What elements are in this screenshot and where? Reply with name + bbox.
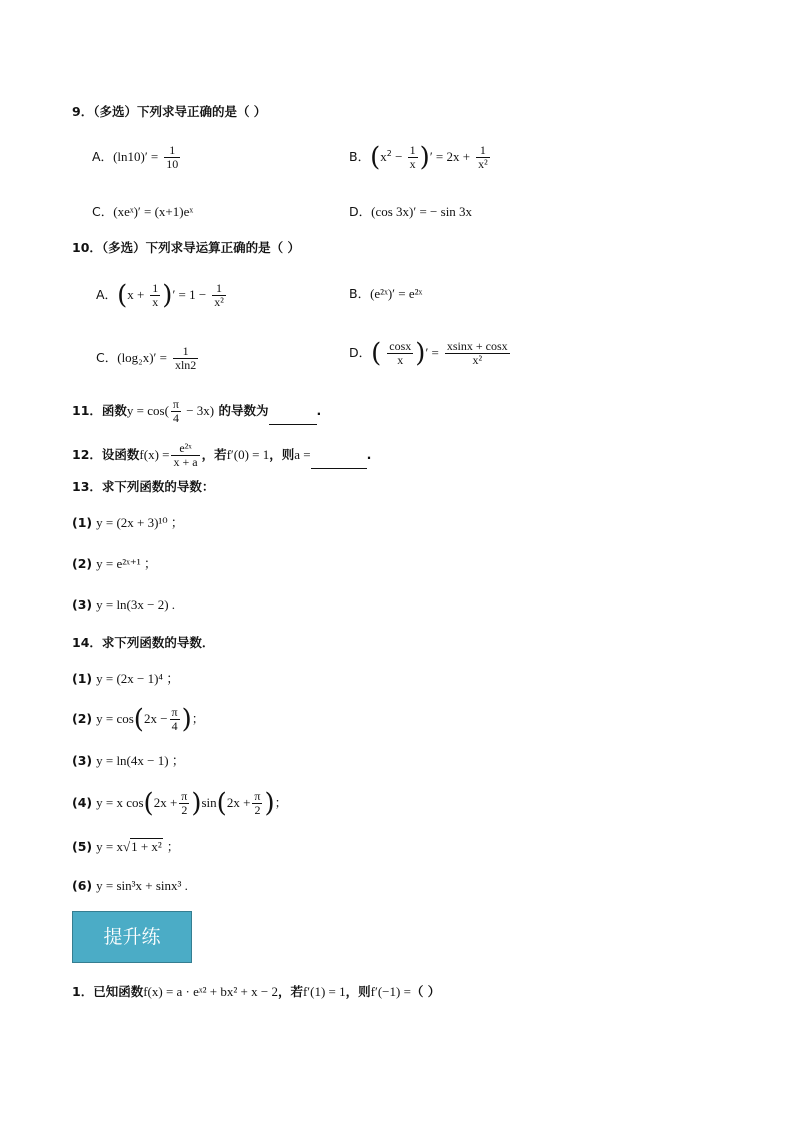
fraction: $\frac{\pi}{4}$ <box>171 705 178 733</box>
q14-item-3: (3) y = ln(4x − 1) ； <box>72 753 185 768</box>
q13-item-3: (3) y = ln(3x − 2) . <box>72 597 176 612</box>
q14-stem: 14．求下列函数的导数． <box>72 635 215 650</box>
q13-stem: 13．求下列函数的导数： <box>72 479 215 494</box>
section-banner: 提升练 <box>72 911 192 963</box>
q11: 11．函数y = cos( $\frac{\pi}{4}$ − 3x) 的导数为 . <box>72 397 322 425</box>
q14-item-1: (1) y = (2x − 1)⁴ ； <box>72 671 180 686</box>
answer-blank[interactable] <box>269 408 317 425</box>
fraction: $\frac{\pi}{2}$ <box>181 789 188 817</box>
q13-item-2: (2) y = e²ˣ⁺¹ ； <box>72 556 157 571</box>
q12: 12．设函数f(x) = $\frac{\text{e²ˣ}}{x + a}$ ，若f′(0) = 1，则a = . <box>72 441 372 469</box>
q14-item-4: (4) y = x cos(2x + $\frac{\pi}{2}$ )sin(2x + $\frac{\pi}{2}$ )； <box>72 788 288 819</box>
q9-stem: 9．（多选）下列求导正确的是（ ） <box>72 104 267 119</box>
q14-item-2: (2) y = cos(2x − $\frac{\pi}{4}$ )； <box>72 704 205 735</box>
practice-q1: 1．已知函数f(x) = a · eˣ² + bx² + x − 2，若f′(1) = 1，则f′(−1) =（ ） <box>72 984 441 999</box>
q9-option-a[interactable]: A．(ln10)′ = $\frac{1}{10}$ <box>92 143 179 171</box>
fraction: $\frac{\pi}{4}$ <box>172 397 179 425</box>
fraction: $\frac{1}{xln2}$ <box>174 344 197 372</box>
q10-stem: 10．（多选）下列求导运算正确的是（ ） <box>72 240 300 255</box>
q10-option-a[interactable]: A．(x + $\frac{1}{x}$ )′ = 1 − $\frac{1}{\text{x²}}$ <box>96 280 224 311</box>
fraction: $\frac{\pi}{2}$ <box>254 789 261 817</box>
q9-option-c[interactable]: C．(xeˣ)′ = (x+1)eˣ <box>92 204 194 219</box>
q10-option-c[interactable]: C．(log₂x)′ = $\frac{1}{xln2}$ <box>96 344 197 372</box>
q9-option-d[interactable]: D．(cos 3x)′ = − sin 3x <box>349 204 473 219</box>
q10-option-b[interactable]: B．(e²ˣ)′ = e²ˣ <box>349 286 423 301</box>
fraction: $\frac{\cos x}{x}$ <box>389 339 412 367</box>
fraction: $\frac{1}{\text{x²}}$ <box>478 143 488 171</box>
fraction: $\frac{xsinx + \cos x}{\text{x²}}$ <box>446 339 508 367</box>
fraction: $\frac{\text{e²ˣ}}{x + a}$ <box>173 441 198 469</box>
answer-blank[interactable] <box>311 452 367 469</box>
q13-item-1: (1) y = (2x + 3)¹⁰ ； <box>72 515 184 530</box>
q14-item-6: (6) y = sin³x + sinx³ . <box>72 878 188 893</box>
q10-option-d[interactable]: D．( $\frac{\cos x}{x}$ )′ = $\frac{xsinx + \cos x}{\text{x²}}$ <box>349 338 508 369</box>
sqrt-radicand: 1 + x² <box>131 839 162 854</box>
fraction: $\frac{1}{\text{x²}}$ <box>214 281 224 309</box>
fraction: $\frac{1}{x}$ <box>152 281 159 309</box>
q9-option-b[interactable]: B．($x^2$ − $\frac{1}{x}$ )′ = 2x + $\frac{1}{\text{x²}}$ <box>349 142 488 173</box>
fraction: $\frac{1}{10}$ <box>166 143 179 171</box>
fraction: $\frac{1}{x}$ <box>409 143 416 171</box>
q14-item-5: (5) y = x√1 + x² ； <box>72 839 180 854</box>
